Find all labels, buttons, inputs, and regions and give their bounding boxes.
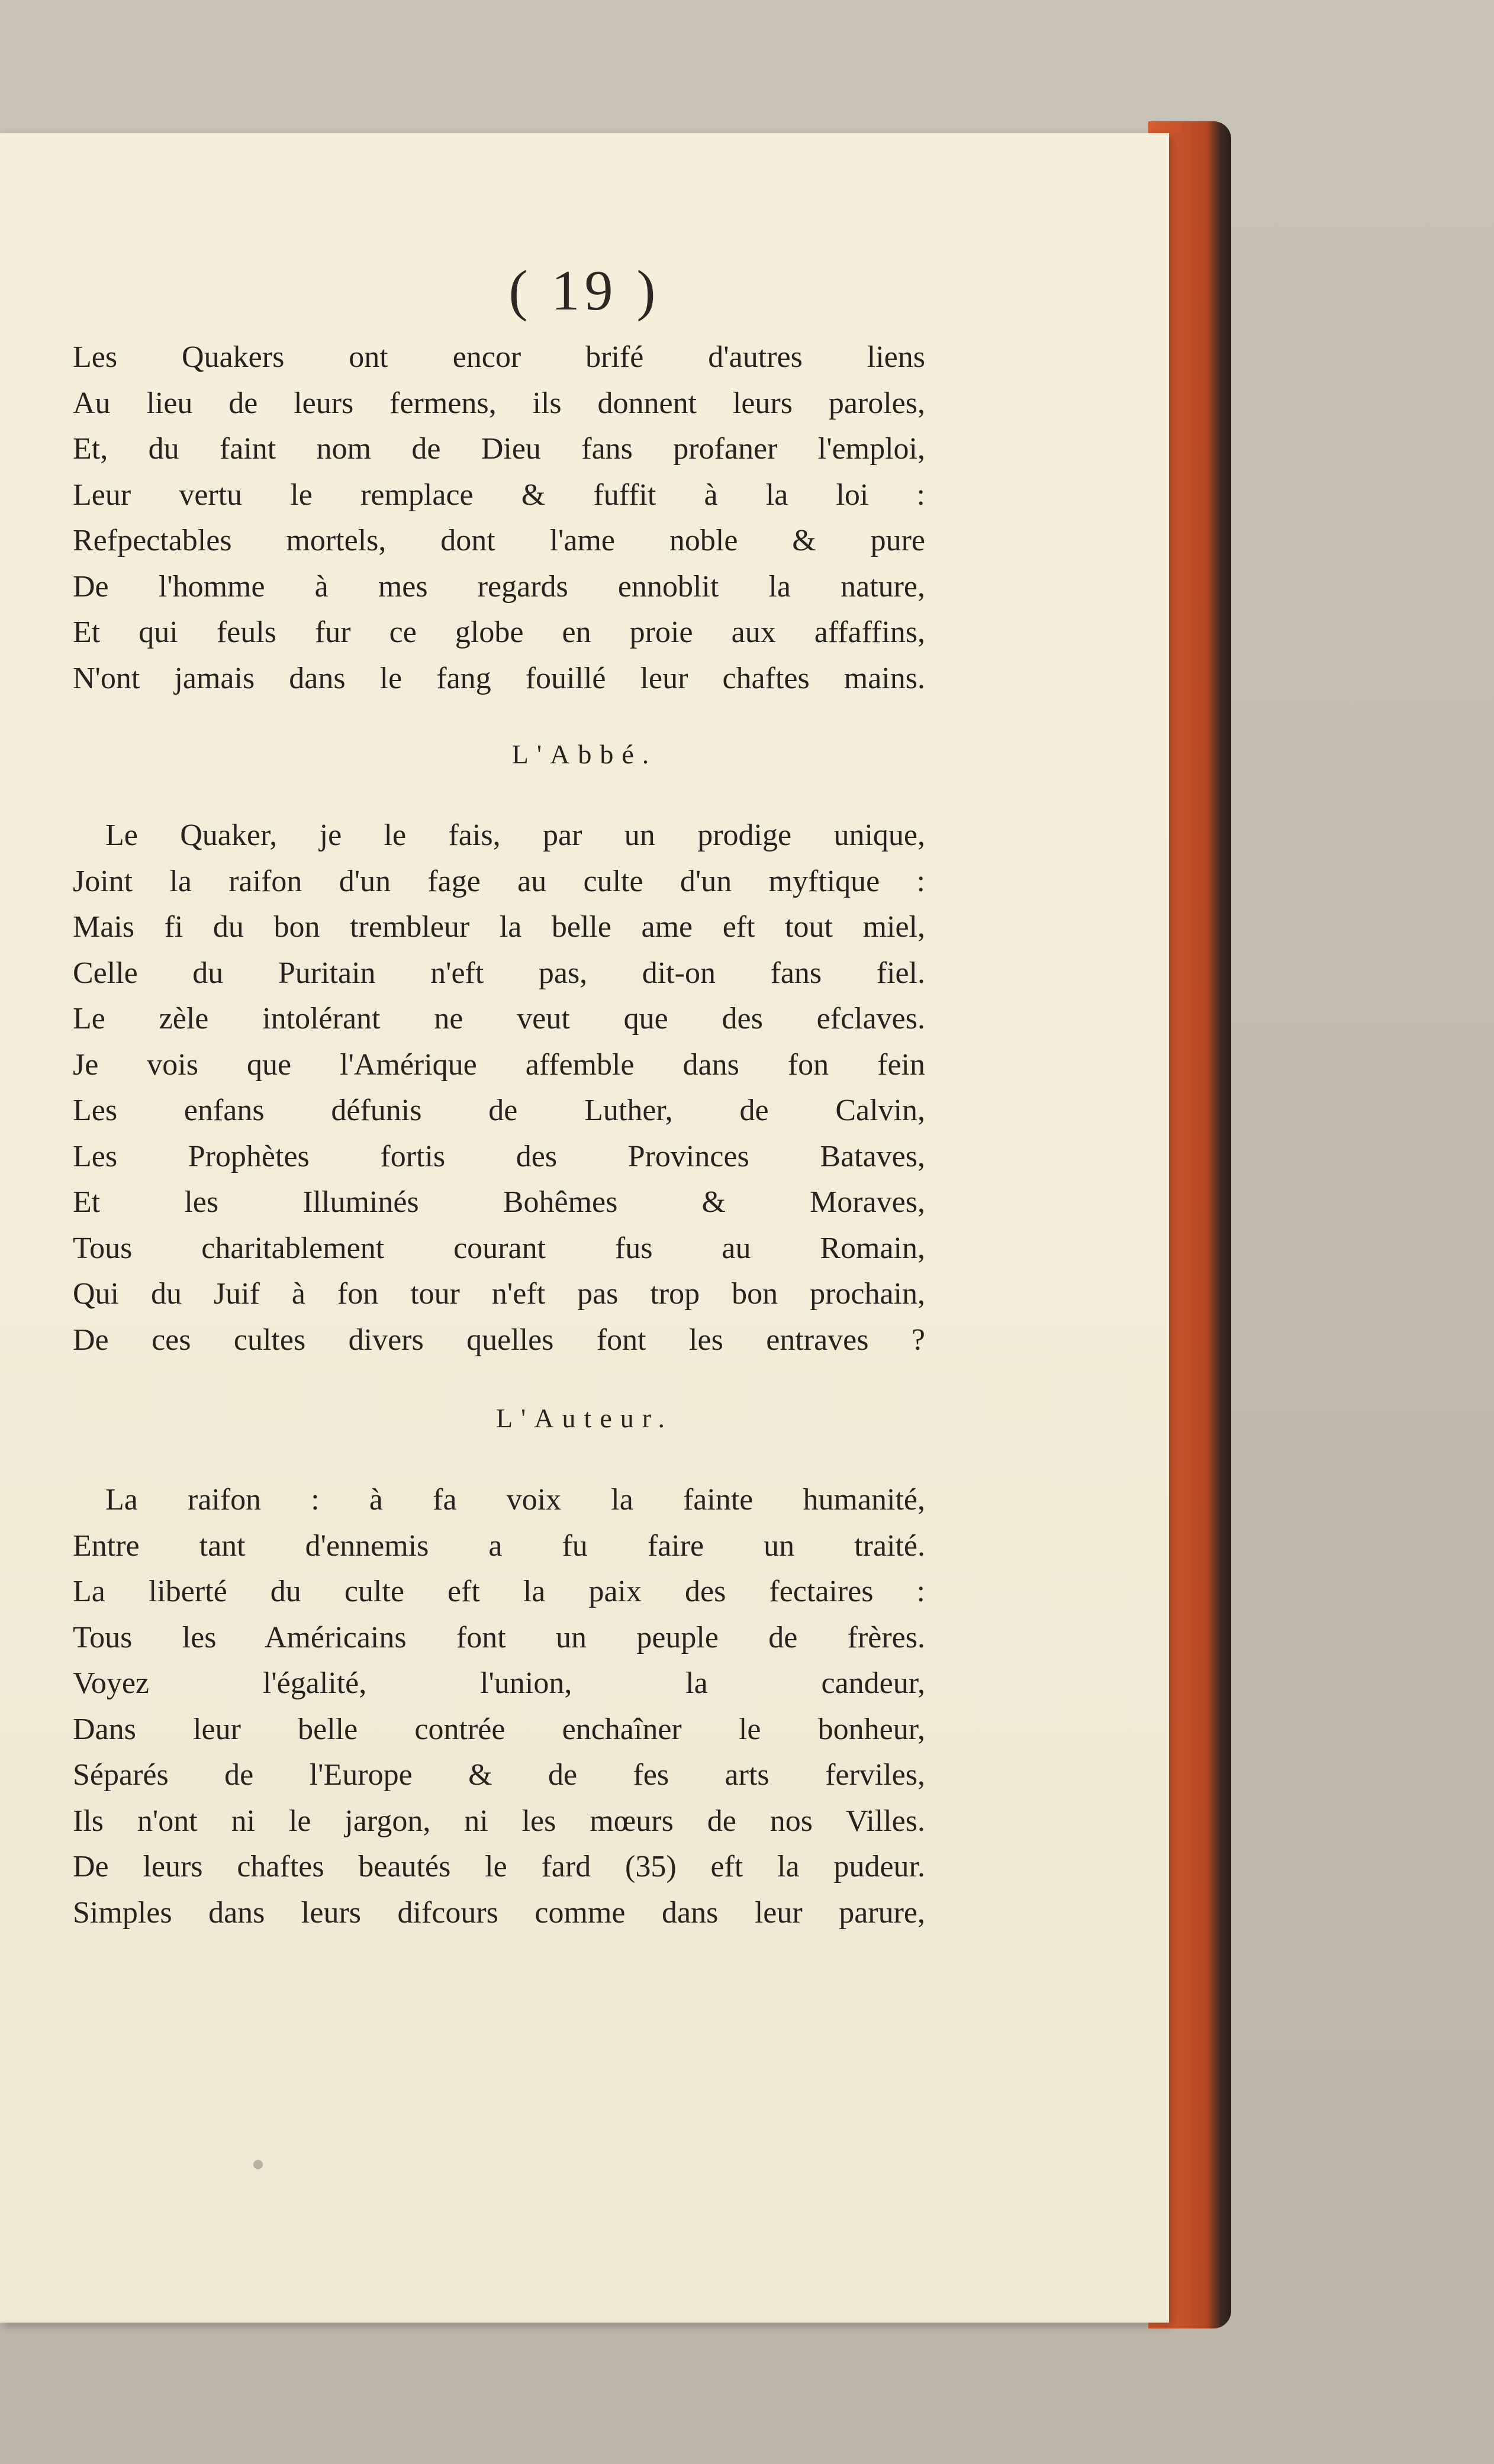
verse-line: Dans leur belle contrée enchaîner le bonheur, xyxy=(73,1712,925,1746)
verse-line: Et, du faint nom de Dieu fans profaner l'emploi, xyxy=(73,432,925,466)
verse-line: Le zèle intolérant ne veut que des efclaves. xyxy=(73,1002,925,1036)
verse-line: Qui du Juif à fon tour n'eft pas trop bon prochain, xyxy=(73,1277,925,1311)
verse-line: Séparés de l'Europe & de fes arts ferviles, xyxy=(73,1758,925,1792)
verse-line: Leur vertu le remplace & fuffit à la loi : xyxy=(73,478,925,512)
verse-line: La liberté du culte eft la paix des fectaires : xyxy=(73,1575,925,1608)
verse-line: Les Prophètes fortis des Provinces Bataves, xyxy=(73,1139,925,1173)
verse-line: Celle du Puritain n'eft pas, dit-on fans fiel. xyxy=(73,956,925,990)
verse-line: Simples dans leurs difcours comme dans leur parure, xyxy=(73,1895,925,1930)
verse-stanza-2 xyxy=(73,812,925,1363)
paper-speck xyxy=(253,2160,263,2169)
verse-line: De leurs chaftes beautés le fard (35) eft la pudeur. xyxy=(73,1850,925,1884)
verse-line: Refpectables mortels, dont l'ame noble & pure xyxy=(73,524,925,557)
verse-line: Les Quakers ont encor brifé d'autres liens xyxy=(73,340,925,374)
verse-line: Tous charitablement courant fus au Romain, xyxy=(73,1231,925,1265)
verse-line: Entre tant d'ennemis a fu faire un traité. xyxy=(73,1528,925,1563)
speaker-heading-abbe: L'Abbé. xyxy=(511,739,658,769)
verse-line: Voyez l'égalité, l'union, la candeur, xyxy=(73,1666,925,1700)
verse-line: Mais fi du bon trembleur la belle ame eft tout miel, xyxy=(73,910,925,944)
verse-line: N'ont jamais dans le fang fouillé leur chaftes mains. xyxy=(73,661,925,695)
verse-line: Le Quaker, je le fais, par un prodige unique, xyxy=(105,818,925,852)
verse-line: Tous les Américains font un peuple de frères. xyxy=(73,1620,925,1655)
verse-line: Ils n'ont ni le jargon, ni les mœurs de nos Villes. xyxy=(73,1804,925,1838)
page-number: ( 19 ) xyxy=(508,259,661,322)
verse-stanza-1 xyxy=(73,334,925,701)
verse-line: Au lieu de leurs fermens, ils donnent leurs paroles, xyxy=(73,386,925,420)
verse-line: Joint la raifon d'un fage au culte d'un myftique : xyxy=(73,864,925,898)
verse-line: De ces cultes divers quelles font les entraves ? xyxy=(73,1323,925,1357)
verse-line: Et qui feuls fur ce globe en proie aux affaffins, xyxy=(73,615,925,649)
verse-line: De l'homme à mes regards ennoblit la nature, xyxy=(73,569,925,604)
speaker-heading-auteur: L'Auteur. xyxy=(495,1403,674,1433)
verse-stanza-3 xyxy=(73,1477,925,1936)
verse-line: Et les Illuminés Bohêmes & Moraves, xyxy=(73,1185,925,1219)
verse-line: La raifon : à fa voix la fainte humanité, xyxy=(105,1483,925,1517)
verse-line: Je vois que l'Amérique affemble dans fon fein xyxy=(73,1047,925,1082)
verse-line: Les enfans défunis de Luther, de Calvin, xyxy=(73,1094,925,1127)
